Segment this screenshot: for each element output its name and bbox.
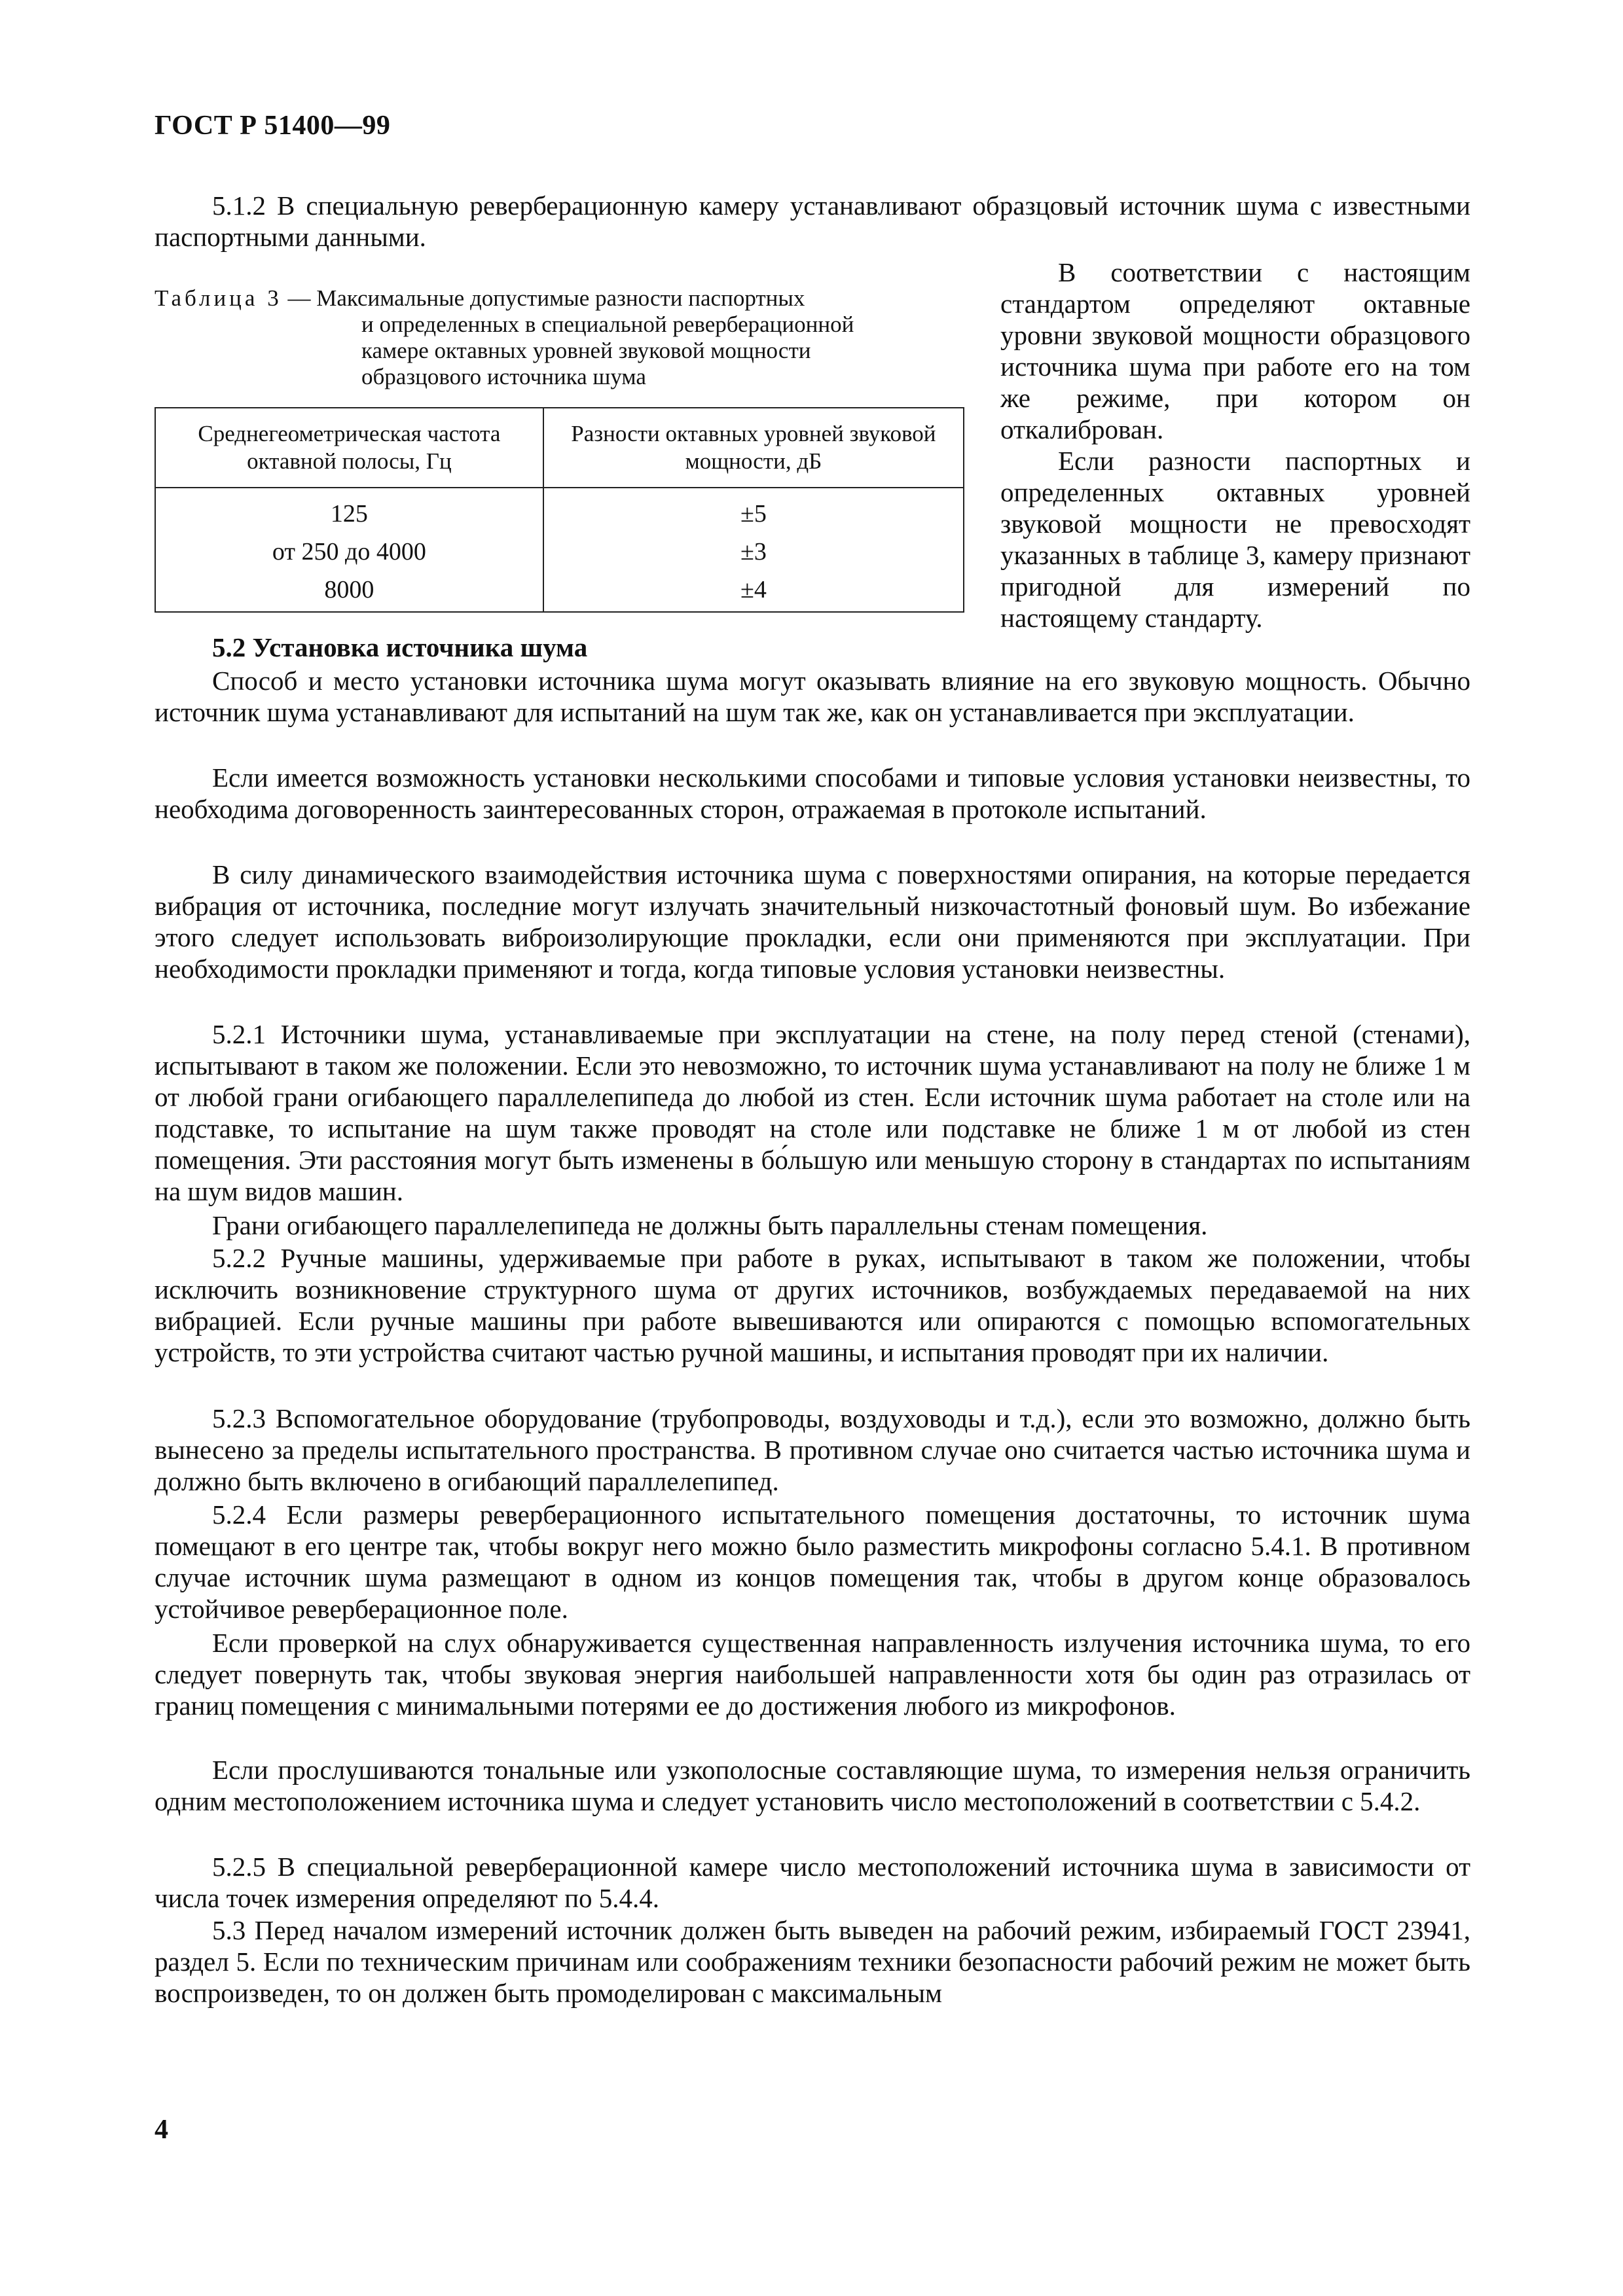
document-header: ГОСТ Р 51400—99 bbox=[155, 111, 391, 141]
table-caption-label: Таблица 3 bbox=[155, 285, 282, 311]
paragraph: Если прослушиваются тональные или узкополосные составляющие шума, то измерения нельзя ограничить одним местоположением источника шума и следует установить число местоположений в соответствии с 5.4.2. bbox=[155, 1755, 1470, 1816]
table-cell-difference: ±5 bbox=[543, 488, 964, 533]
page-number: 4 bbox=[155, 2115, 168, 2145]
table-cell-frequency: 8000 bbox=[155, 571, 543, 612]
paragraph-5-2-4: 5.2.4 Если размеры реверберационного испытательного помещения достаточны, то источник шума помещают в его центре так, чтобы вокруг него можно было разместить микрофоны согласно 5.4.1. В противном случае источник шума размещают в одном из концов помещения так, чтобы в другом конце образовалось устойчивое реверберационное поле. bbox=[155, 1499, 1470, 1624]
table-caption-text: — Максимальные допустимые разности паспортных bbox=[287, 285, 805, 311]
paragraph-5-1-2: 5.1.2 В специальную реверберационную камеру устанавливают образцовый источник шума с известными паспортными данными. bbox=[155, 190, 1470, 252]
paragraph-5-3: 5.3 Перед началом измерений источник должен быть выведен на рабочий режим, избираемый ГОСТ 23941, раздел 5. Если по техническим причинам или соображениям техники безопасности рабочий режим не может быть воспроизведен, то он должен быть промоделирован с максимальным bbox=[155, 1915, 1470, 2008]
table-header-frequency: Среднегеометрическая частота октавной полосы, Гц bbox=[155, 408, 543, 488]
table-caption bbox=[155, 285, 966, 390]
paragraph-5-2-3: 5.2.3 Вспомогательное оборудование (трубопроводы, воздуховоды и т.д.), если это возможно, должно быть вынесено за пределы испытательного пространства. В противном случае оно считается частью источника шума и должно быть включено в огибающий параллелепипед. bbox=[155, 1403, 1470, 1496]
table-row bbox=[155, 571, 964, 612]
table-cell-frequency: 125 bbox=[155, 488, 543, 533]
right-column bbox=[1000, 257, 1470, 634]
section-heading-5-2: 5.2 Установка источника шума bbox=[212, 632, 588, 662]
paragraph: Способ и место установки источника шума могут оказывать влияние на его звуковую мощность. Обычно источник шума устанавливают для испытаний на шум так же, как он устанавливается при эксплуатации. bbox=[155, 666, 1470, 727]
table-row bbox=[155, 533, 964, 571]
table-cell-frequency: от 250 до 4000 bbox=[155, 533, 543, 571]
paragraph: Если имеется возможность установки несколькими способами и типовые условия установки неизвестны, то необходима договоренность заинтересованных сторон, отражаемая в протоколе испытаний. bbox=[155, 762, 1470, 824]
table-cell-difference: ±4 bbox=[543, 571, 964, 612]
paragraph: Грани огибающего параллелепипеда не должны быть параллельны стенам помещения. bbox=[212, 1210, 1208, 1240]
paragraph-5-2-1: 5.2.1 Источники шума, устанавливаемые при эксплуатации на стене, на полу перед стеной (стенами), испытывают в таком же положении. Если это невозможно, то источник шума устанавливают на полу не ближе 1 м от любой грани огибающего параллелепипеда до любой из стен. Если источник шума работает на столе или на подставке, то испытание на шум также проводят на столе или подставке не ближе 1 м от любой из стен помещения. Эти расстояния могут быть изменены в бо́льшую или меньшую сторону в стандартах по испытаниям на шум видов машин. bbox=[155, 1019, 1470, 1206]
right-column-paragraph: Если разности паспортных и определенных октавных уровней звуковой мощности не превосходят указанных в таблице 3, камеру признают пригодной для измерений по настоящему стандарту. bbox=[1000, 446, 1470, 633]
right-column-paragraph: В соответствии с настоящим стандартом определяют октавные уровни звуковой мощности образцового источника шума при работе его на том же режиме, при котором он откалиброван. bbox=[1000, 257, 1470, 444]
table-caption-line: и определенных в специальной реверберационной bbox=[361, 312, 854, 337]
table-caption-line: образцового источника шума bbox=[361, 364, 646, 389]
table-header-difference: Разности октавных уровней звуковой мощности, дБ bbox=[543, 408, 964, 488]
table-caption-line: камере октавных уровней звуковой мощности bbox=[361, 338, 811, 363]
paragraph-5-2-5: 5.2.5 В специальной реверберационной камере число местоположений источника шума в зависимости от числа точек измерения определяют по 5.4.4. bbox=[155, 1852, 1470, 1913]
table-cell-difference: ±3 bbox=[543, 533, 964, 571]
paragraph: Если проверкой на слух обнаруживается существенная направленность излучения источника шума, то его следует повернуть так, чтобы звуковая энергия наибольшей направленности хотя бы один раз отразилась от границ помещения с минимальными потерями ее до достижения любого из микрофонов. bbox=[155, 1628, 1470, 1721]
table-row bbox=[155, 488, 964, 533]
table-3 bbox=[155, 407, 964, 613]
paragraph: В силу динамического взаимодействия источника шума с поверхностями опирания, на которые передается вибрация от источника, последние могут излучать значительный низкочастотный фоновый шум. Во избежание этого следует использовать виброизолирующие прокладки, если они применяются при эксплуатации. При необходимости прокладки применяют и тогда, когда типовые условия установки неизвестны. bbox=[155, 859, 1470, 984]
paragraph-5-2-2: 5.2.2 Ручные машины, удерживаемые при работе в руках, испытывают в таком же положении, чтобы исключить возникновение структурного шума от других источников, возбуждаемых передаваемой на них вибрацией. Если ручные машины при работе вывешиваются или опираются с помощью вспомогательных устройств, то эти устройства считают частью ручной машины, и испытания проводят при их наличии. bbox=[155, 1243, 1470, 1367]
